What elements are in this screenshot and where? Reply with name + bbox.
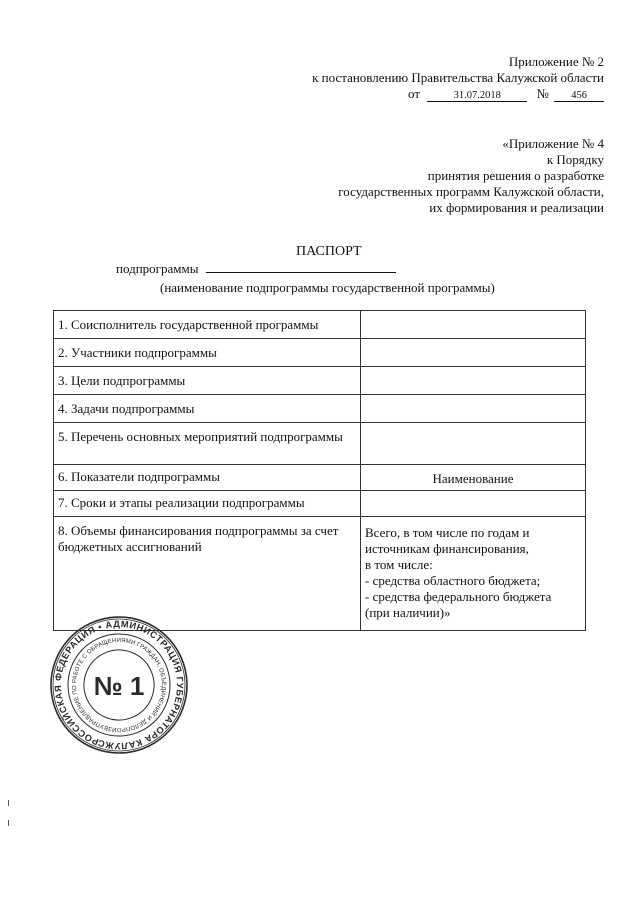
row-8-label: 8. Объемы финансирования подпрограммы за счет бюджетных ассигнований <box>54 517 361 631</box>
margin-mark <box>8 800 9 806</box>
margin-mark <box>8 820 9 826</box>
appendix-line-1: «Приложение № 4 <box>502 136 604 151</box>
header-date-row <box>408 86 604 102</box>
table-row <box>54 465 586 491</box>
header-line-1: Приложение № 2 <box>508 54 604 69</box>
funding-line-5: - средства федерального бюджета <box>365 589 552 604</box>
table-row <box>54 339 586 367</box>
subprogram-name-blank <box>206 260 396 273</box>
appendix-line-4: государственных программ Калужской области, <box>338 184 604 199</box>
passport-table <box>53 310 586 631</box>
passport-caption: (наименование подпрограммы государственной программы) <box>160 280 495 295</box>
row-5-label: 5. Перечень основных мероприятий подпрограммы <box>54 423 361 465</box>
row-8-value <box>361 517 586 631</box>
table-row <box>54 423 586 465</box>
number-value: 456 <box>554 90 604 102</box>
funding-line-6: (при наличии)» <box>365 605 451 620</box>
table-row <box>54 395 586 423</box>
row-6-value: Наименование <box>361 465 586 491</box>
row-3-label: 3. Цели подпрограммы <box>54 367 361 395</box>
row-6-label: 6. Показатели подпрограммы <box>54 465 361 491</box>
official-stamp <box>48 614 190 756</box>
row-7-label: 7. Сроки и этапы реализации подпрограммы <box>54 491 361 517</box>
row-1-value <box>361 311 586 339</box>
row-4-label: 4. Задачи подпрограммы <box>54 395 361 423</box>
row-3-value <box>361 367 586 395</box>
funding-line-4: - средства областного бюджета; <box>365 573 541 588</box>
row-2-value <box>361 339 586 367</box>
number-prefix: № <box>536 86 549 101</box>
date-value: 31.07.2018 <box>427 90 527 102</box>
header-line-2: к постановлению Правительства Калужской области <box>312 70 604 85</box>
appendix-line-3: принятия решения о разработке <box>427 168 604 183</box>
stamp-number: № 1 <box>93 671 145 701</box>
appendix-line-5: их формирования и реализации <box>429 200 604 215</box>
row-4-value <box>361 395 586 423</box>
table-row <box>54 311 586 339</box>
funding-line-3: в том числе: <box>365 557 433 572</box>
row-7-value <box>361 491 586 517</box>
table-row <box>54 367 586 395</box>
date-prefix: от <box>408 86 421 101</box>
stamp-outer-text: РОССИЙСКАЯ ФЕДЕРАЦИЯ • АДМИНИСТРАЦИЯ ГУБЕРНАТОРА КАЛУЖСКОЙ <box>52 618 186 752</box>
funding-line-1: Всего, в том числе по годам и <box>365 525 530 540</box>
row-5-value <box>361 423 586 465</box>
table-row <box>54 491 586 517</box>
appendix-line-2: к Порядку <box>546 152 604 167</box>
funding-line-2: источникам финансирования, <box>365 541 529 556</box>
row-2-label: 2. Участники подпрограммы <box>54 339 361 367</box>
passport-subtitle-row <box>116 260 396 277</box>
row-1-label: 1. Соисполнитель государственной программы <box>54 311 361 339</box>
stamp-inner-text: УПРАВЛЕНИЕ ПО РАБОТЕ С ОБРАЩЕНИЯМИ ГРАЖДАН, ОБЪЕДИНЕНИЙ И ДЕЛОПРОИЗВОДСТВА <box>71 637 167 733</box>
passport-title: ПАСПОРТ <box>296 244 362 259</box>
passport-subtitle: подпрограммы <box>116 261 199 276</box>
